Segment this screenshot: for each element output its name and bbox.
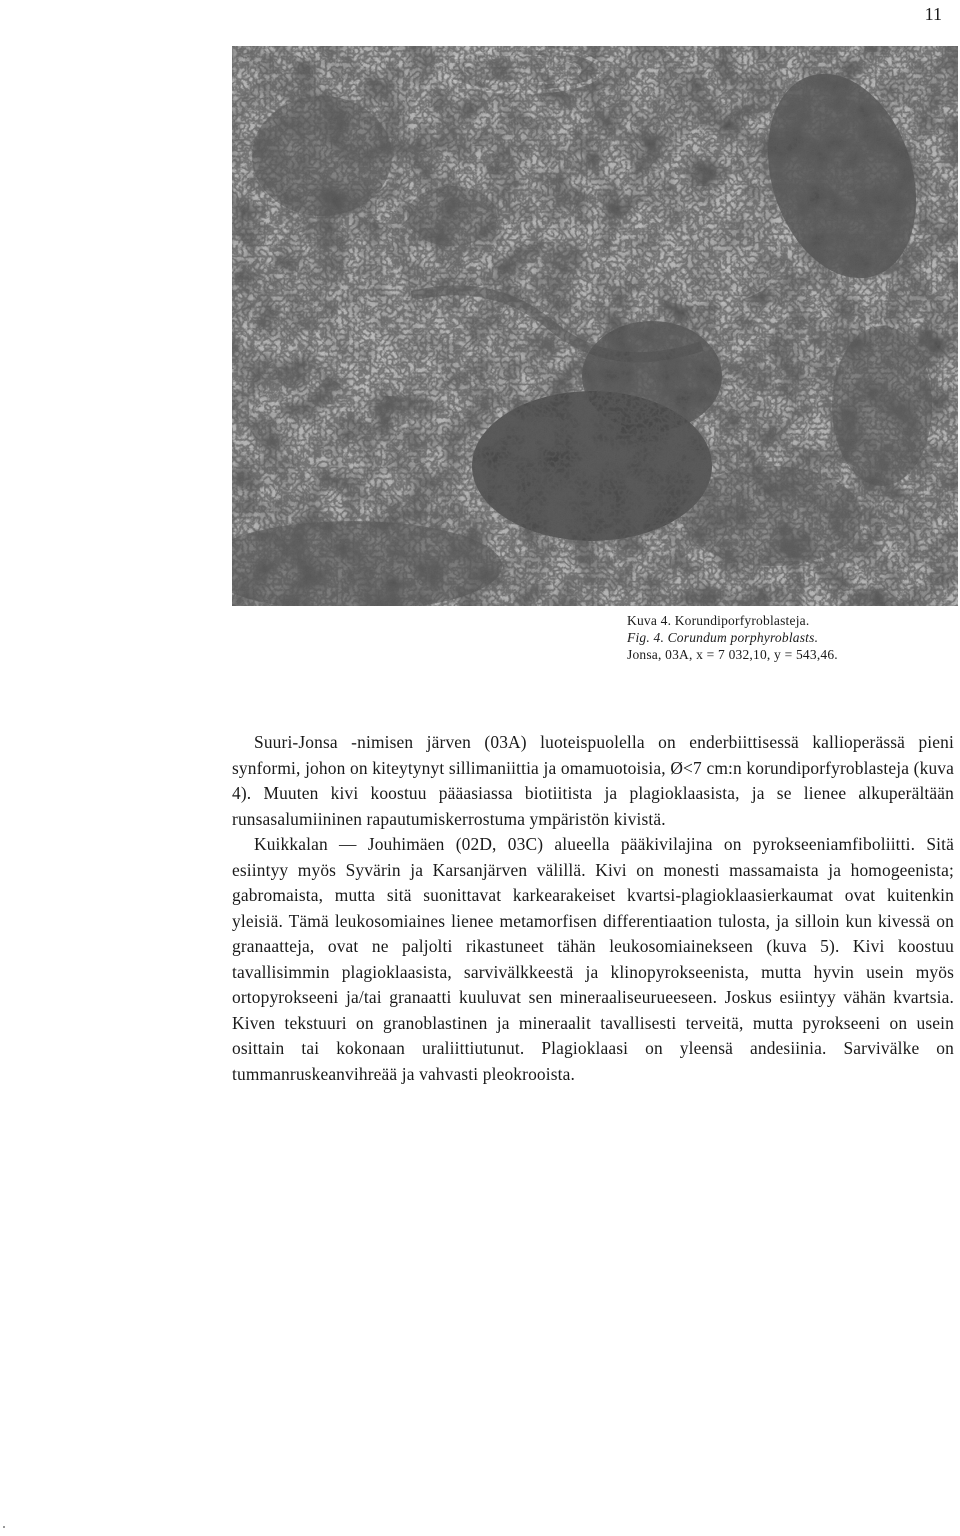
corundum-rock-image (232, 46, 958, 606)
figure-caption (627, 612, 947, 663)
caption-location: Jonsa, 03A, x = 7 032,10, y = 543,46. (627, 647, 838, 662)
rock-photograph (232, 46, 958, 606)
caption-english: Fig. 4. Corundum porphyroblasts. (627, 630, 819, 645)
page-number: 11 (924, 4, 942, 24)
paragraph-1: Suuri-Jonsa -nimisen järven (03A) luoteispuolella on enderbiittisessä kallioperässä pieni synformi, johon on kiteytynyt sillimaniittia ja omamuotoisia, Ø<7 cm:n korundiporfyroblasteja (kuva 4). Muuten kivi koostuu pääasiassa biotiitista ja plagioklaasista, ja se lienee alkuperältään runsasalumiininen rapautumiskerrostuma ympäristön kivistä. (232, 732, 954, 829)
body-text (232, 730, 954, 1087)
caption-finnish: Kuva 4. Korundiporfyroblasteja. (627, 613, 810, 628)
paragraph-2: Kuikkalan — Jouhimäen (02D, 03C) alueella pääkivilajina on pyrokseeniamfiboliitti. Sitä esiintyy myös Syvärin ja Karsanjärven välillä. Kivi on monesti massamaista ja homogeenista; gabromaista, mutta sitä suonittavat karkearakeiset kvartsi-plagioklaasierkaumat ovat kuitenkin yleisiä. Tämä leukosomiaines lienee metamorfisen differentiaation tulosta, ja silloin kun kivessä on granaatteja, ovat ne paljolti rikastuneet tähän leukosomiainekseen (kuva 5). Kivi koostuu tavallisimmin plagioklaasista, sarvivälkkeestä ja klinopyrokseenista, mutta hyvin usein myös ortopyrokseeni ja/tai granaatti kuuluvat sen mineraaliseurueeseen. Joskus esiintyy vähän kvartsia. Kiven tekstuuri on granoblastinen ja mineraalit tavallisesti terveitä, mutta pyrokseeni on usein osittain tai kokonaan uraliittiutunut. Plagioklaasi on yleensä andesiinia. Sarvivälke on tummanruskeanvihreää ja vahvasti pleokrooista. (232, 834, 954, 1084)
scan-speck (3, 1526, 5, 1528)
